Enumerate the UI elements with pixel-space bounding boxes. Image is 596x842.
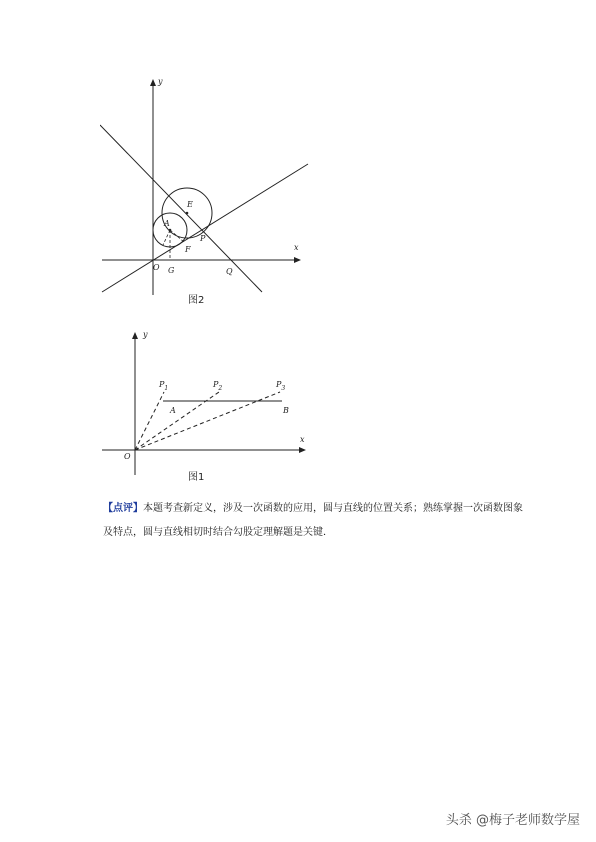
label-e: E (187, 200, 193, 209)
label-o: O (153, 263, 160, 272)
caption-figure-2: 图2 (188, 295, 205, 306)
point-e (186, 212, 189, 215)
label-q: Q (226, 267, 233, 276)
point-a (169, 229, 172, 232)
dash-op1 (135, 392, 164, 450)
label-a: A (170, 406, 176, 415)
line-increasing (102, 164, 308, 292)
watermark: 头杀 @梅子老师数学屋 (445, 813, 580, 828)
label-a: A (164, 219, 170, 228)
label-p: P (200, 234, 206, 243)
label-y: y (158, 77, 163, 86)
label-b: B (283, 406, 289, 415)
label-o: O (124, 452, 131, 461)
figure-1 (100, 325, 315, 490)
figure-2 (100, 70, 315, 320)
comment-paragraph (103, 497, 523, 545)
label-p1: $P_1$ (159, 380, 169, 392)
figure-1-diagram (100, 325, 315, 490)
comment-tag: 【点评】 (103, 503, 143, 514)
caption-figure-1: 图1 (188, 472, 205, 483)
label-x: x (294, 243, 299, 252)
label-p3: $P_3$ (276, 380, 286, 392)
label-x: x (300, 435, 305, 444)
label-p2: $P_2$ (213, 380, 223, 392)
figure-2-diagram (100, 70, 315, 320)
label-y: y (143, 330, 148, 339)
label-f: F (185, 245, 191, 254)
comment-text: 本题考查新定义，涉及一次函数的应用，圆与直线的位置关系；熟练掌握一次函数图象及特点，圆与直线相切时结合勾股定理解题是关键． (103, 503, 523, 538)
label-g: G (168, 266, 175, 275)
line-decreasing (100, 125, 262, 292)
dash-a-line (163, 230, 170, 245)
